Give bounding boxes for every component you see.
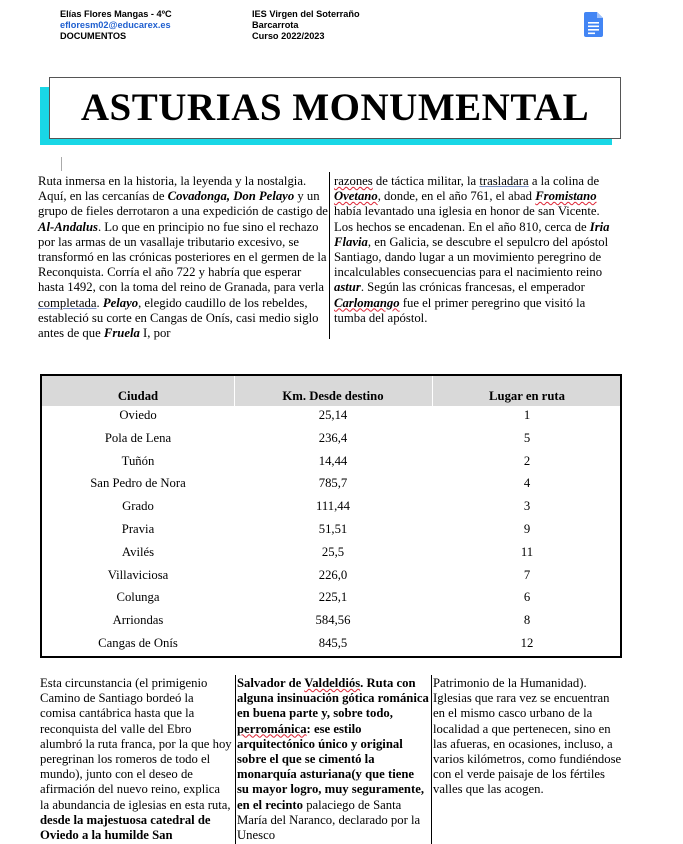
author-email[interactable]: efloresm02@educarex.es [60,20,171,30]
header-km: Km. Desde destino [282,389,384,403]
table-row [42,522,620,545]
table-row [42,545,620,568]
cell-km: 225,1 [318,590,348,605]
table-row [42,476,620,499]
cell-lugar: 4 [523,476,531,491]
header-ciudad: Ciudad [117,389,159,403]
cell-lugar: 8 [523,613,531,628]
course-label: Curso 2022/2023 [252,31,325,41]
header-left [60,9,172,42]
cell-ciudad: Cangas de Onís [98,635,178,650]
table-header [42,376,620,406]
cell-km: 236,4 [318,430,348,445]
title-box [49,77,621,139]
bottom-column-1: Esta circunstancia (el primigenio Camino de Santiago bordeó la comisa cantábrica hasta que la reconquista del valle del Ebro alumbró la ruta franca, por la que hoy peregrinan los romeros de todo el mundo), junto con el deseo de afirmación del nuevo reino, explica la abundancia de iglesias en esta ruta, desde la majestuosa catedral de Oviedo a la humilde San [40,676,232,843]
cell-ciudad: Arriondas [112,613,164,628]
intro-column-2: razones de táctica militar, la trasladara a la colina de Ovetano, donde, en el año 761, el abad Fromistano había levantado una iglesia en honor de san Vicente. Los hechos se encadenan. En el año 810, cerca de Iria Flavia, en Galicia, se descubre el sepulcro del apóstol Santiago, dando lugar a un movimiento peregrino de incalculables consecuencias para el nacimiento reino astur. Según las crónicas francesas, el emperador Carlomango fue el primer peregrino que visitó la tumba del apóstol. [334,174,610,325]
cell-ciudad: Pravia [121,521,155,536]
route-table [40,374,622,658]
cell-km: 25,5 [321,544,345,559]
cell-lugar: 12 [520,635,534,650]
cell-ciudad: Colunga [116,590,160,605]
cell-lugar: 3 [523,499,531,514]
bottom-column-3: Patrimonio de la Humanidad). Iglesias que rara vez se encuentran en el mismo casco urbano de la localidad a que pertenecen, sino en las afueras, en ocasiones, incluso, a varios kilómetros, como fundiéndose con el verde paisaje de los fértiles valles que las acogen. [433,676,622,797]
table-row [42,454,620,477]
cell-lugar: 7 [523,567,531,582]
column-divider [235,675,236,844]
table-row [42,431,620,454]
intro-column-1: Ruta inmersa en la historia, la leyenda y la nostalgia. Aquí, en las cercanías de Covadonga, Don Pelayo y un grupo de fieles derrotaron a una expedición de castigo de Al-Andalus. Lo que en principio no fue sino el rechazo por las armas de un vasallaje tributario excesivo, se transformó en las crónicas posteriores en el germen de la Reconquista. Corría el año 722 y habría que esperar hasta 1492, con la toma del reino de Granada, para verla completada. Pelayo, elegido caudillo de los rebeldes, estableció su corte en Cangas de Onís, casi medio siglo antes de que Fruela I, por [38,174,328,341]
cell-km: 785,7 [318,476,348,491]
google-docs-icon[interactable] [584,12,603,37]
table-row [42,590,620,613]
town-name: Barcarrota [252,20,299,30]
cell-ciudad: Villaviciosa [107,567,169,582]
column-divider [329,172,330,339]
table-body [42,408,620,659]
cell-lugar: 6 [523,590,531,605]
table-row [42,568,620,591]
bottom-column-2: Salvador de Valdeldiós. Ruta con alguna insinuación gótica románica en buena parte y, sobre todo, perrománica: ese estilo arquitectónico único y original sobre el que se cimentó la monarquía asturiana(y que tiene su mayor logro, muy seguramente, en el recinto palaciego de Santa María del Naranco, declarado por la Unesco [237,676,429,843]
cell-km: 111,44 [316,499,350,514]
cell-lugar: 5 [523,430,531,445]
section-label: DOCUMENTOS [60,31,127,41]
school-name: IES Virgen del Soterraño [252,9,360,19]
table-row [42,499,620,522]
cell-lugar: 1 [523,408,531,422]
cell-km: 51,51 [318,521,348,536]
cell-km: 25,14 [318,408,348,422]
column-divider [431,675,432,844]
cell-km: 845,5 [318,635,348,650]
table-row [42,613,620,636]
cell-ciudad: Grado [122,499,154,514]
cell-lugar: 9 [523,521,531,536]
text-cursor [61,157,62,171]
table-row [42,408,620,431]
cell-ciudad: Pola de Lena [104,430,172,445]
cell-lugar: 2 [523,453,531,468]
cell-km: 14,44 [318,453,348,468]
cell-km: 226,0 [318,567,348,582]
author-name: Elías Flores Mangas - 4ºC [60,9,172,19]
header-middle [252,9,360,42]
cell-ciudad: Tuñón [121,453,155,468]
cell-ciudad: Oviedo [119,408,157,422]
header-lugar: Lugar en ruta [489,389,565,403]
cell-ciudad: San Pedro de Nora [90,476,186,491]
cell-km: 584,56 [315,613,351,628]
table-row [42,636,620,659]
cell-ciudad: Avilés [121,544,155,559]
cell-lugar: 11 [520,544,534,559]
page-title: ASTURIAS MONUMENTAL [80,86,590,129]
